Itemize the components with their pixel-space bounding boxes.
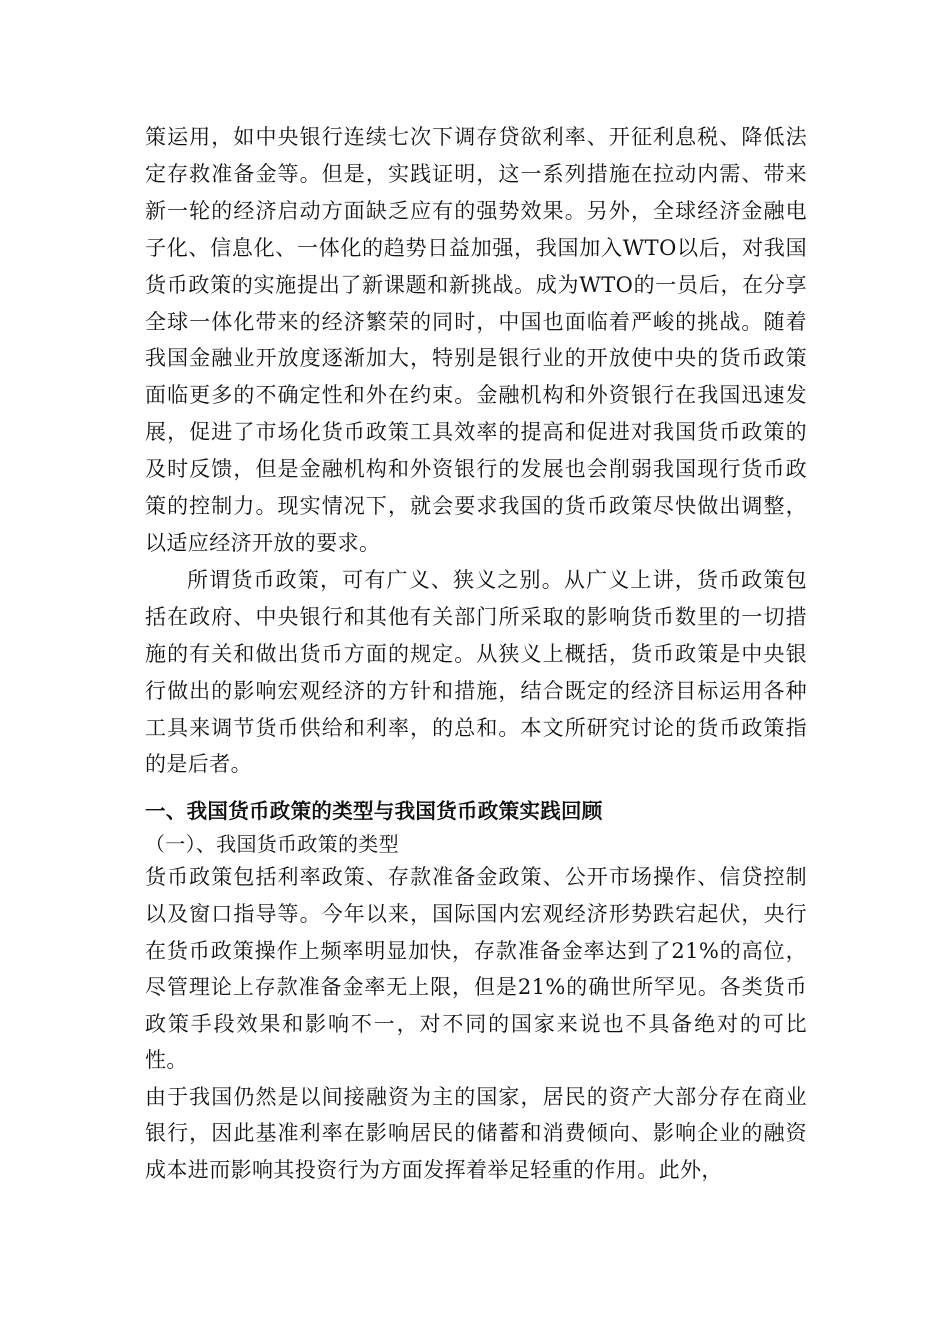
- section-heading: 一、我国货币政策的类型与我国货币政策实践回顾: [145, 799, 603, 824]
- body-paragraph-2: 所谓货币政策，可有广义、狭义之别。从广义上讲，货币政策包括在政府、中央银行和其他有关部门所采取的影响货币数里的一切措施的有关和做出货币方面的规定。从狭义上概括，货币政策是中央银行做出的影响宏观经济的方针和措施，结合既定的经济目标运用各种工具来调节货币供给和利率，的总和。本文所研究讨论的货币政策指的是后者。: [145, 567, 807, 777]
- body-paragraph-4: 由于我国仍然是以间接融资为主的国家，居民的资产大部分存在商业银行，因此基准利率在影响居民的储蓄和消费倾向、影响企业的融资成本进而影响其投资行为方面发挥着举足轻重的作用。此外，: [145, 1084, 807, 1183]
- body-paragraph-1: 策运用，如中央银行连续七次下调存贷欲利率、开征利息税、降低法定存救准备金等。但是，实践证明，这一系列措施在拉动内需、带来新一轮的经济启动方面缺乏应有的强势效果。另外，全球经济金融电子化、信息化、一体化的趋势日益加强，我国加入WTO以后，对我国货币政策的实施提出了新课题和新挑战。成为WTO的一员后，在分享全球一体化带来的经济繁荣的同时，中国也面临着严峻的挑战。随着我国金融业开放度逐渐加大，特别是银行业的开放使中央的货币政策面临更多的不确定性和外在约束。金融机构和外资银行在我国迅速发展，促进了市场化货币政策工具效率的提高和促进对我国货币政策的及时反馈，但是金融机构和外资银行的发展也会削弱我国现行货币政策的控制力。现实情况下，就会要求我国的货币政策尽快做出调整，以适应经济开放的要求。: [145, 125, 807, 555]
- subsection-heading: （一）、我国货币政策的类型: [145, 832, 399, 857]
- body-paragraph-3: 货币政策包括利率政策、存款准备金政策、公开市场操作、信贷控制以及窗口指导等。今年以来，国际国内宏观经济形势跌宕起伏，央行在货币政策操作上频率明显加快，存款准备金率达到了21%的高位，尽管理论上存款准备金率无上限，但是21%的确世所罕见。各类货币政策手段效果和影响不一，对不同的国家来说也不具备绝对的可比性。: [145, 865, 807, 1073]
- document-body: [145, 119, 807, 1189]
